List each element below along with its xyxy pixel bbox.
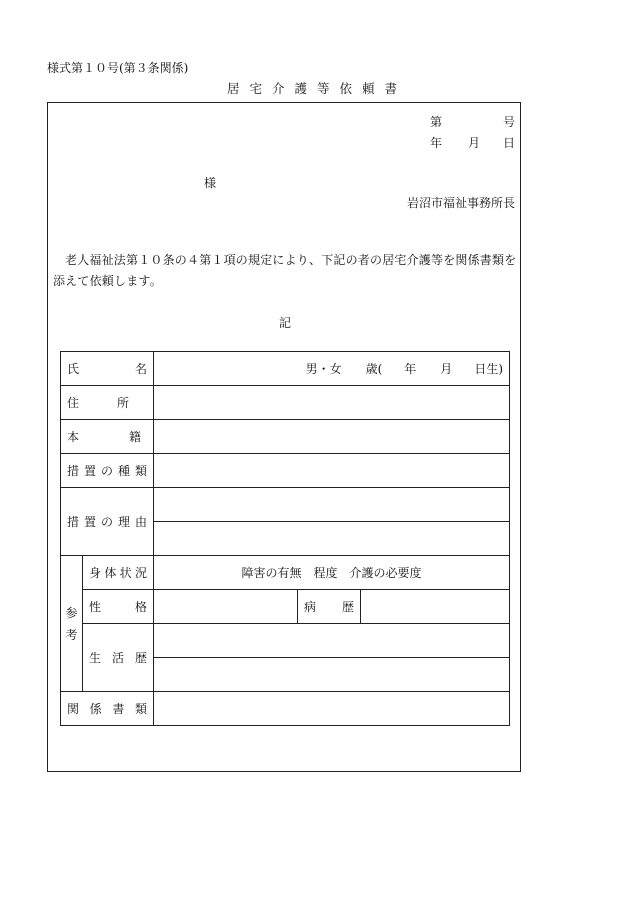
table-row-address — [61, 386, 510, 420]
personality-value-cell[interactable] — [154, 590, 298, 624]
honseki-value-cell[interactable] — [154, 420, 510, 454]
name-label-char-2: 名 — [134, 362, 147, 376]
table-row-measure-type — [61, 454, 510, 488]
body-status-char-1: 身 — [89, 566, 102, 580]
measure-reason-label — [67, 513, 147, 530]
table-row-related-docs — [61, 692, 510, 726]
measure-reason-char-5: 由 — [134, 515, 147, 529]
related-docs-char-2: 係 — [89, 702, 102, 716]
measure-type-char-5: 類 — [134, 464, 147, 478]
address-label-cell — [61, 386, 154, 420]
personality-char-1: 性 — [89, 600, 102, 614]
life-history-char-1: 生 — [89, 651, 102, 665]
life-history-value-cell-1[interactable] — [154, 624, 510, 658]
related-docs-label — [67, 700, 147, 717]
body-status-value-cell[interactable] — [154, 556, 510, 590]
address-label-char-2: 所 — [116, 396, 129, 410]
table-row-life-history-1 — [61, 624, 510, 658]
body-status-value: 障害の有無 程度 介護の必要度 — [241, 566, 422, 580]
personality-label-cell — [83, 590, 154, 624]
name-label — [67, 360, 147, 377]
measure-reason-char-1: 措 — [67, 515, 80, 529]
measure-reason-char-3: の — [100, 515, 113, 529]
life-history-char-3: 歴 — [134, 651, 147, 665]
body-status-label — [89, 564, 147, 581]
document-number-label: 第 — [430, 115, 443, 129]
date-year-label: 年 — [430, 136, 443, 150]
honseki-label-char-1: 本 — [67, 430, 80, 444]
name-value-cell[interactable] — [154, 352, 510, 386]
sex-age-birth — [154, 360, 509, 377]
life-history-value-cell-2[interactable] — [154, 658, 510, 692]
body-status-char-4: 況 — [134, 566, 147, 580]
document-number-suffix: 号 — [503, 115, 516, 129]
birth-day: 日生) — [474, 362, 503, 376]
reference-label-char-1: 参 — [65, 605, 78, 620]
measure-reason-char-4: 理 — [117, 515, 130, 529]
related-docs-label-cell — [61, 692, 154, 726]
sender-name: 岩沼市福祉事務所長 — [406, 196, 515, 210]
table-row-name — [61, 352, 510, 386]
address-label-char-1: 住 — [67, 396, 80, 410]
measure-type-char-1: 措 — [67, 464, 80, 478]
medical-history-char-2: 歴 — [341, 600, 354, 614]
related-docs-char-3: 書 — [112, 702, 125, 716]
sex-options: 男・女 — [305, 362, 342, 376]
honseki-label-char-2: 籍 — [128, 430, 141, 444]
measure-type-label — [67, 462, 147, 479]
birth-year: 年 — [404, 362, 417, 376]
address-label — [67, 394, 147, 411]
medical-history-label — [304, 598, 354, 615]
ki-heading: 記 — [278, 316, 291, 330]
measure-reason-value-cell-1[interactable] — [154, 488, 510, 522]
body-status-char-2: 体 — [104, 566, 117, 580]
life-history-label-cell — [83, 624, 154, 692]
reference-label-char-2: 考 — [65, 627, 78, 642]
measure-type-label-cell — [61, 454, 154, 488]
honseki-label-cell — [61, 420, 154, 454]
table-row-body-status — [61, 556, 510, 590]
request-form-table — [60, 351, 510, 726]
medical-history-char-1: 病 — [304, 600, 317, 614]
honseki-label — [67, 428, 147, 445]
life-history-char-2: 活 — [111, 651, 124, 665]
addressee-honorific: 様 — [204, 176, 217, 190]
measure-reason-value-cell-2[interactable] — [154, 522, 510, 556]
medical-history-value-cell[interactable] — [361, 590, 510, 624]
date-month-label: 月 — [468, 136, 481, 150]
form-number-label: 様式第１０号(第３条関係) — [47, 61, 189, 75]
related-docs-value-cell[interactable] — [154, 692, 510, 726]
table-row-measure-reason-1 — [61, 488, 510, 522]
medical-history-label-cell — [298, 590, 361, 624]
name-label-cell — [61, 352, 154, 386]
age-unit: 歳( — [365, 362, 383, 376]
personality-label — [89, 598, 147, 615]
related-docs-char-4: 類 — [134, 702, 147, 716]
document-title: 居宅介護等依頼書 — [226, 81, 407, 96]
measure-type-char-2: 置 — [83, 464, 96, 478]
document-frame — [47, 102, 521, 772]
table-row-personality — [61, 590, 510, 624]
reference-label-cell — [61, 556, 83, 692]
birth-month: 月 — [440, 362, 453, 376]
measure-type-char-4: 種 — [117, 464, 130, 478]
measure-type-value-cell[interactable] — [154, 454, 510, 488]
date-day-label: 日 — [503, 136, 516, 150]
body-status-label-cell — [83, 556, 154, 590]
table-row-honseki — [61, 420, 510, 454]
name-label-char-1: 氏 — [67, 362, 80, 376]
request-body-text: 老人福祉法第１０条の４第１項の規定により、下記の者の居宅介護等を関係書類を添えて依頼します。 — [53, 253, 517, 288]
personality-char-2: 格 — [134, 600, 147, 614]
measure-reason-label-cell — [61, 488, 154, 556]
measure-reason-char-2: 置 — [83, 515, 96, 529]
address-value-cell[interactable] — [154, 386, 510, 420]
related-docs-char-1: 関 — [67, 702, 80, 716]
measure-type-char-3: の — [100, 464, 113, 478]
life-history-label — [89, 649, 147, 666]
body-status-char-3: 状 — [119, 566, 132, 580]
